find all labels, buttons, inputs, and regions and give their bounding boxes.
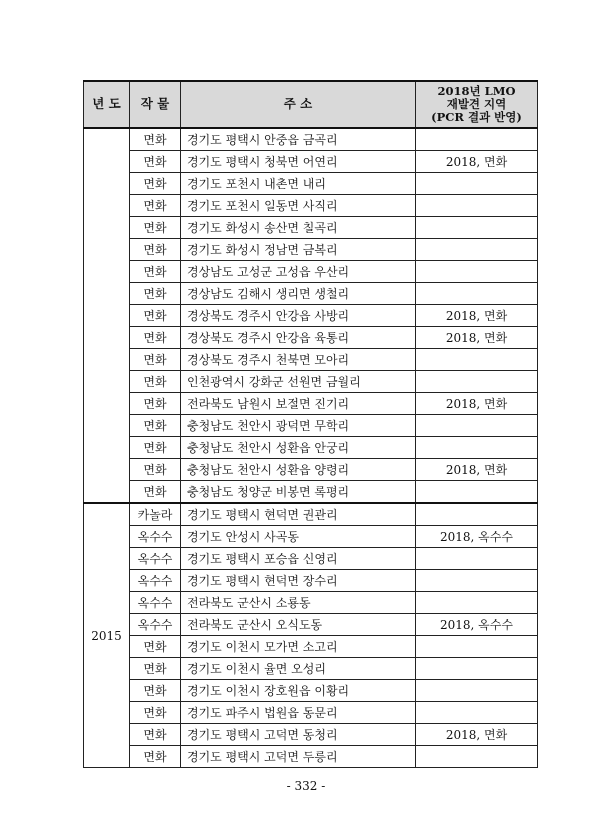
table-row	[84, 724, 538, 746]
address-cell: 경기도 안성시 사곡동	[181, 526, 416, 548]
crop-cell: 면화	[130, 393, 181, 415]
address-cell: 충청남도 청양군 비봉면 록평리	[181, 481, 416, 504]
rediscovery-cell	[416, 415, 538, 437]
crop-cell: 카놀라	[130, 503, 181, 526]
table-row	[84, 305, 538, 327]
table-row	[84, 503, 538, 526]
crop-cell: 면화	[130, 327, 181, 349]
table-row	[84, 349, 538, 371]
table-row	[84, 481, 538, 504]
year-cell: 2015	[84, 503, 130, 768]
table-row	[84, 195, 538, 217]
crop-cell: 면화	[130, 128, 181, 151]
rediscovery-cell	[416, 349, 538, 371]
address-cell: 경기도 평택시 고덕면 동청리	[181, 724, 416, 746]
address-cell: 경기도 평택시 포승읍 신영리	[181, 548, 416, 570]
crop-cell: 옥수수	[130, 614, 181, 636]
crop-cell: 면화	[130, 261, 181, 283]
table-row	[84, 614, 538, 636]
address-cell: 경기도 파주시 법원읍 동문리	[181, 702, 416, 724]
table-row	[84, 592, 538, 614]
rediscovery-cell: 2018, 옥수수	[416, 614, 538, 636]
rediscovery-cell	[416, 548, 538, 570]
table-row	[84, 702, 538, 724]
header-year: 년 도	[84, 81, 130, 128]
header-rediscovery-line1: 2018년 LMO	[437, 83, 516, 98]
crop-cell: 면화	[130, 724, 181, 746]
address-cell: 경기도 이천시 모가면 소고리	[181, 636, 416, 658]
header-rediscovery-line2: 재발견 지역	[446, 96, 507, 111]
address-cell: 경기도 이천시 율면 오성리	[181, 658, 416, 680]
table-row	[84, 327, 538, 349]
crop-cell: 면화	[130, 349, 181, 371]
crop-cell: 면화	[130, 195, 181, 217]
address-cell: 경기도 평택시 현덕면 장수리	[181, 570, 416, 592]
rediscovery-cell	[416, 195, 538, 217]
crop-cell: 면화	[130, 173, 181, 195]
address-cell: 경기도 포천시 일동면 사직리	[181, 195, 416, 217]
address-cell: 경기도 포천시 내촌면 내리	[181, 173, 416, 195]
table-row	[84, 128, 538, 151]
address-cell: 경상남도 김해시 생리면 생철리	[181, 283, 416, 305]
address-cell: 충청남도 천안시 광덕면 무학리	[181, 415, 416, 437]
table-row	[84, 658, 538, 680]
rediscovery-cell	[416, 217, 538, 239]
address-cell: 경기도 평택시 안중읍 금곡리	[181, 128, 416, 151]
rediscovery-cell	[416, 592, 538, 614]
crop-cell: 면화	[130, 217, 181, 239]
crop-cell: 면화	[130, 283, 181, 305]
rediscovery-cell: 2018, 면화	[416, 459, 538, 481]
header-crop: 작 물	[130, 81, 181, 128]
rediscovery-cell	[416, 437, 538, 459]
address-cell: 경기도 평택시 고덕면 두릉리	[181, 746, 416, 768]
crop-cell: 옥수수	[130, 570, 181, 592]
table-row	[84, 151, 538, 173]
crop-cell: 옥수수	[130, 548, 181, 570]
lmo-region-table-container	[83, 80, 533, 768]
rediscovery-cell	[416, 636, 538, 658]
crop-cell: 면화	[130, 437, 181, 459]
rediscovery-cell	[416, 702, 538, 724]
header-address: 주 소	[181, 81, 416, 128]
crop-cell: 옥수수	[130, 526, 181, 548]
table-row	[84, 173, 538, 195]
crop-cell: 면화	[130, 415, 181, 437]
crop-cell: 면화	[130, 746, 181, 768]
address-cell: 인천광역시 강화군 선원면 금월리	[181, 371, 416, 393]
rediscovery-cell: 2018, 면화	[416, 724, 538, 746]
table-row	[84, 526, 538, 548]
rediscovery-cell	[416, 746, 538, 768]
table-row	[84, 437, 538, 459]
table-header-row	[84, 81, 538, 128]
crop-cell: 옥수수	[130, 592, 181, 614]
table-body	[84, 128, 538, 768]
address-cell: 경상북도 경주시 안강읍 육통리	[181, 327, 416, 349]
address-cell: 경기도 평택시 현덕면 권관리	[181, 503, 416, 526]
table-row	[84, 746, 538, 768]
header-rediscovery-line3: (PCR 결과 반영)	[431, 110, 522, 125]
address-cell: 경기도 화성시 정남면 금복리	[181, 239, 416, 261]
address-cell: 경상북도 경주시 안강읍 사방리	[181, 305, 416, 327]
crop-cell: 면화	[130, 459, 181, 481]
table-row	[84, 680, 538, 702]
rediscovery-cell: 2018, 면화	[416, 305, 538, 327]
rediscovery-cell	[416, 481, 538, 504]
address-cell: 전라북도 군산시 소룡동	[181, 592, 416, 614]
table-row	[84, 548, 538, 570]
header-rediscovery	[416, 81, 538, 128]
table-row	[84, 261, 538, 283]
table-row	[84, 393, 538, 415]
rediscovery-cell: 2018, 면화	[416, 327, 538, 349]
rediscovery-cell	[416, 283, 538, 305]
crop-cell: 면화	[130, 371, 181, 393]
rediscovery-cell	[416, 570, 538, 592]
address-cell: 경기도 평택시 청북면 어연리	[181, 151, 416, 173]
address-cell: 경상남도 고성군 고성읍 우산리	[181, 261, 416, 283]
rediscovery-cell	[416, 261, 538, 283]
table-row	[84, 459, 538, 481]
rediscovery-cell	[416, 658, 538, 680]
rediscovery-cell: 2018, 면화	[416, 151, 538, 173]
crop-cell: 면화	[130, 481, 181, 504]
table-row	[84, 217, 538, 239]
crop-cell: 면화	[130, 680, 181, 702]
rediscovery-cell	[416, 503, 538, 526]
crop-cell: 면화	[130, 239, 181, 261]
address-cell: 경기도 이천시 장호원읍 이황리	[181, 680, 416, 702]
crop-cell: 면화	[130, 151, 181, 173]
address-cell: 경상북도 경주시 천북면 모아리	[181, 349, 416, 371]
crop-cell: 면화	[130, 305, 181, 327]
page-number: - 332 -	[286, 779, 326, 793]
year-cell	[84, 128, 130, 503]
address-cell: 경기도 화성시 송산면 칠곡리	[181, 217, 416, 239]
lmo-region-table	[83, 80, 538, 768]
address-cell: 충청남도 천안시 성환읍 안궁리	[181, 437, 416, 459]
rediscovery-cell: 2018, 면화	[416, 393, 538, 415]
address-cell: 전라북도 남원시 보절면 진기리	[181, 393, 416, 415]
rediscovery-cell	[416, 239, 538, 261]
table-row	[84, 283, 538, 305]
table-row	[84, 570, 538, 592]
rediscovery-cell	[416, 128, 538, 151]
table-row	[84, 371, 538, 393]
table-row	[84, 415, 538, 437]
rediscovery-cell	[416, 371, 538, 393]
table-row	[84, 239, 538, 261]
crop-cell: 면화	[130, 702, 181, 724]
rediscovery-cell	[416, 173, 538, 195]
crop-cell: 면화	[130, 658, 181, 680]
address-cell: 충청남도 천안시 성환읍 양령리	[181, 459, 416, 481]
table-row	[84, 636, 538, 658]
rediscovery-cell	[416, 680, 538, 702]
rediscovery-cell: 2018, 옥수수	[416, 526, 538, 548]
address-cell: 전라북도 군산시 오식도동	[181, 614, 416, 636]
crop-cell: 면화	[130, 636, 181, 658]
